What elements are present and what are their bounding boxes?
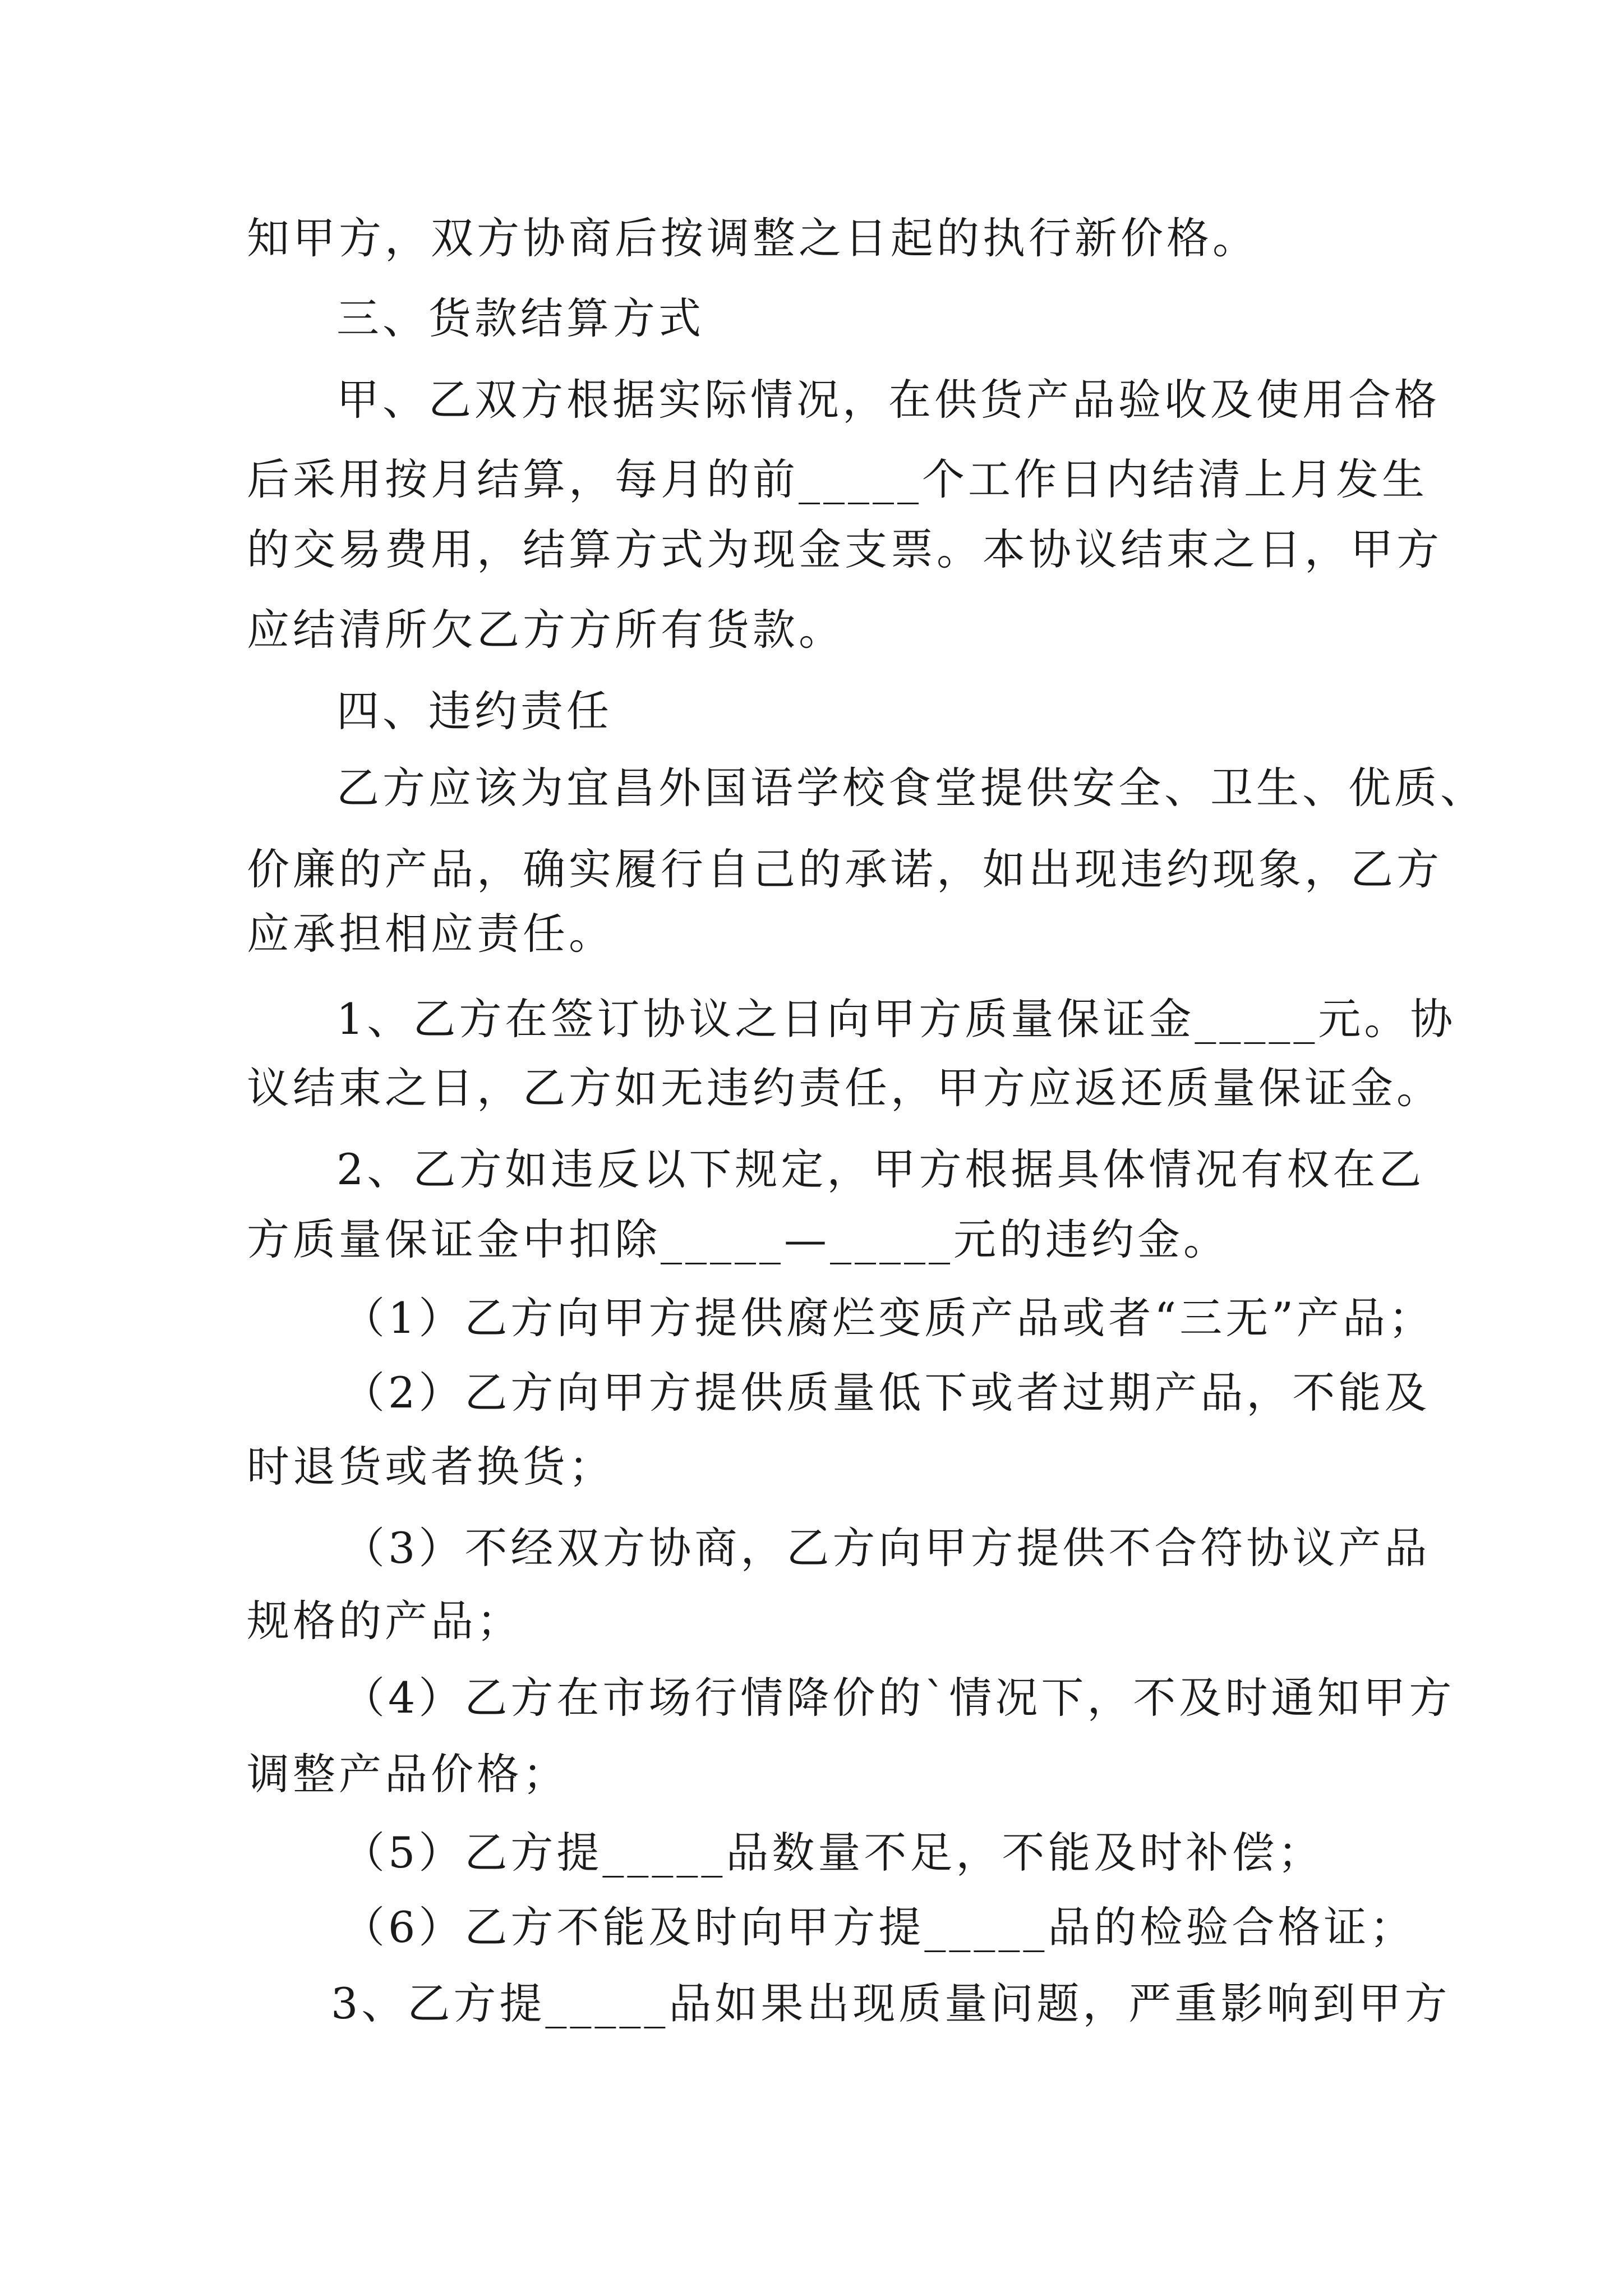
text-line: 方质量保证金中扣除_____—_____元的违约金。 <box>247 1214 1229 1264</box>
text-line: （6）乙方不能及时向甲方提_____品的检验合格证； <box>342 1902 1416 1952</box>
section-heading: 四、违约责任 <box>336 686 612 736</box>
text-line: 的交易费用，结算方式为现金支票。本协议结束之日，甲方 <box>247 524 1442 574</box>
section-heading: 三、货款结算方式 <box>336 293 704 343</box>
text-line: 议结束之日，乙方如无违约责任，甲方应返还质量保证金。 <box>247 1063 1442 1113</box>
text-line: （3）不经双方协商，乙方向甲方提供不合符协议产品 <box>342 1523 1431 1573</box>
text-line: （2）乙方向甲方提供质量低下或者过期产品，不能及 <box>342 1368 1431 1418</box>
text-line: （4）乙方在市场行情降价的`情况下，不及时通知甲方 <box>342 1673 1455 1723</box>
text-line: 2、乙方如违反以下规定，甲方根据具体情况有权在乙 <box>336 1144 1425 1194</box>
text-line: 乙方应该为宜昌外国语学校食堂提供安全、卫生、优质、 <box>336 763 1486 813</box>
text-line: 时退货或者换货； <box>247 1442 615 1492</box>
text-line: 知甲方，双方协商后按调整之日起的执行新价格。 <box>247 213 1258 263</box>
text-line: （5）乙方提_____品数量不足，不能及时补偿； <box>342 1828 1324 1878</box>
text-line: 应结清所欠乙方方所有货款。 <box>247 605 845 655</box>
text-line: 规格的产品； <box>247 1596 523 1646</box>
text-line: 3、乙方提_____品如果出现质量问题，严重影响到甲方 <box>331 1978 1451 2028</box>
text-line: 调整产品价格； <box>247 1749 569 1799</box>
text-line: 价廉的产品，确实履行自己的承诺，如出现违约现象，乙方 <box>247 844 1442 894</box>
text-line: 甲、乙双方根据实际情况，在供货产品验收及使用合格 <box>336 375 1440 425</box>
text-line: 应承担相应责任。 <box>247 909 615 959</box>
text-line: （1）乙方向甲方提供腐烂变质产品或者“三无”产品； <box>342 1293 1435 1343</box>
text-line: 后采用按月结算，每月的前_____个工作日内结清上月发生 <box>247 454 1428 504</box>
text-line: 1、乙方在签订协议之日向甲方质量保证金_____元。协 <box>336 994 1456 1044</box>
